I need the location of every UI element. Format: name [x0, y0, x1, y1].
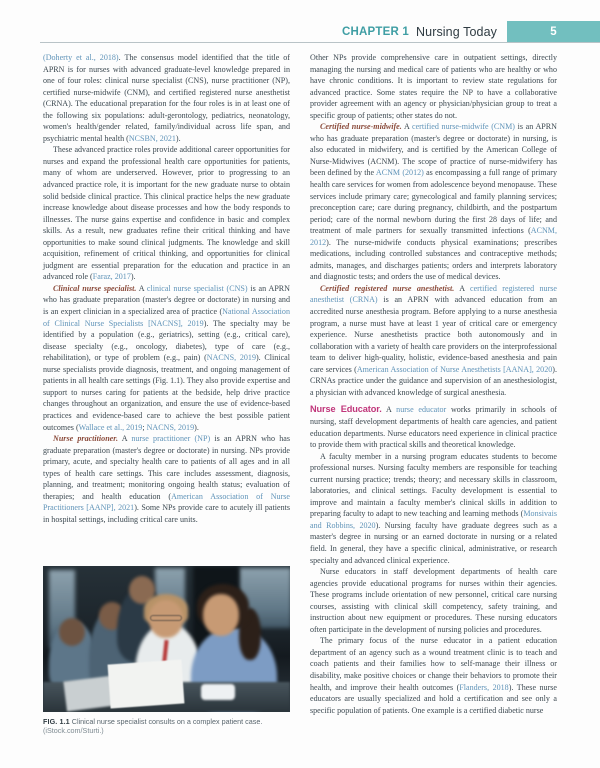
- runin-heading-cnm: Certified nurse-midwife.: [320, 122, 402, 132]
- cns-text-e: ;: [142, 422, 147, 432]
- paragraph-faculty: [310, 451, 557, 566]
- term-np: nurse practitioner (NP): [131, 434, 211, 444]
- paragraph-staff-development: Nurse educators in staff development departments of health care agencies provide educational programs for nurses within their agencies. These programs include orientation of new personnel, critical care nursing courses, assisting with clinical skill competency, safety training, and instruction about new equipment or procedures. These nursing educators often participate in the development of nursing policies and procedures.: [310, 567, 557, 634]
- paragraph-other-nps: Other NPs provide comprehensive care in outpatient settings, directly managing the nursing and medical care of patients who are healthy or who have chronic conditions. It is important to review state regulations for advanced practice. Some states require the NP to have a collaborative provider agreement with an agency or physician/physician group to treat a specific group of patients; other states do not.: [310, 53, 557, 120]
- figure-credit: (iStock.com/Sturti.): [43, 726, 104, 736]
- photo-sleeve-cuff: [201, 684, 235, 700]
- paragraph-cns: [43, 283, 290, 433]
- cnm-text-c: as encompassing a full range of primary health care services for women from adolescence beyond menopause. These services include primary care; gynecological and family planning services; preconception care; care during pregnancy, childbirth, and the postpartum period; care of the normal newborn during the first 28 days of life; and treatment of male partners for sexually transmitted infections (: [310, 168, 557, 236]
- cnm-text-d: ). The nurse-midwife conducts physical examinations; prescribes medications, including controlled substances and contraceptive methods; admits, manages, and discharges patients; orders and interprets laboratory and diagnostic tests; and orders the use of medical devices.: [310, 237, 557, 282]
- cns-text-f: ).: [194, 422, 199, 432]
- right-column: [310, 52, 557, 752]
- figure-photo: [43, 566, 290, 712]
- paragraph-doherty-end: ).: [175, 133, 181, 143]
- body-columns: [43, 52, 558, 752]
- term-nurse-educator: nurse educator: [396, 405, 447, 415]
- citation-acnm-2012b: ACNM, 2012: [310, 226, 557, 247]
- term-cns: clinical nurse specialist (CNS): [146, 283, 248, 293]
- term-cnm: certified nurse-midwife (CNM): [412, 122, 515, 132]
- header-rule: [40, 42, 600, 43]
- citation-nacns-full: National Association of Clinical Nurse Specialists [NACNS], 2019: [43, 307, 290, 328]
- cnm-text-b: is an APRN who has graduate preparation (master's degree or doctorate) in nursing, is also educated in midwifery, and is certified by the American College of Nurse-Midwives (ACNM). The scope of practice of nurse-midwifery has been defined by the: [310, 122, 557, 178]
- chapter-label: CHAPTER 1: [342, 26, 410, 38]
- figure-caption: [43, 717, 290, 736]
- term-crna: certified registered nurse anesthetist (CRNA): [310, 283, 557, 305]
- paragraph-advanced-practice-body: These advanced practice roles provide additional career opportunities for nurses and expand the professional health care opportunities for patients, many of whom are underserved. However, prior to progressing to an advanced practice role, it is important for the new graduate nurse to obtain solid bedside clinical practice. This clinical practice helps the new graduate increase knowledge about disease processes and how the body responds to illnesses. The nurse gains expertise and confidence in basic and complex skills. As a result, new graduates refine their critical thinking and have opportunities to make sound clinical judgments. The knowledge and skill acquisition, refinement of critical thinking, and opportunities for clinical judgment are essential preparation for the education and practice in an advanced role (: [43, 145, 290, 282]
- cns-text-d: ). Clinical nurse specialists provide diagnosis, treatment, and ongoing management of patients in all health care settings (Fig. 1.1). They also provide expertise and support to nurses caring for patients at the bedside, help drive practice changes throughout an organization, and ensure the use of evidence-based practices and evidence-based care to achieve the best possible patient outcomes (: [43, 353, 290, 432]
- paragraph-doherty: [43, 52, 290, 144]
- left-column: [43, 52, 290, 752]
- running-head-text: [342, 21, 507, 43]
- page-number: 5: [550, 26, 557, 38]
- paragraph-nurse-educator: [310, 404, 557, 450]
- crna-text-c: ). CRNAs practice under the guidance and supervision of an anesthesiologist, a physician with advanced knowledge of surgical anesthesia.: [310, 364, 557, 397]
- citation-faraz: Faraz, 2017: [92, 272, 131, 282]
- paragraph-advanced-practice-end: ).: [130, 272, 136, 282]
- citation-aanp: American Association of Nurse Practitioners [AANP], 2021: [43, 491, 290, 513]
- edu-text-b: works primarily in schools of nursing, staff development departments of health care agencies, and patient education departments. Nurse educators need experience in clinical practice to provide them with practical skills and theoretical knowledge.: [310, 405, 557, 450]
- paragraph-crna: [310, 283, 557, 398]
- paragraph-np: [43, 433, 290, 525]
- citation-aana: American Association of Nurse Anesthetists [AANA], 2020: [356, 364, 553, 374]
- cns-text-b: is an APRN who has graduate preparation (master's degree or doctorate) in nursing and is an expert clinician in a specialized area of practice (: [43, 283, 290, 317]
- photo-glasses: [150, 615, 182, 621]
- section-heading-nurse-educator: Nurse Educator.: [310, 404, 382, 415]
- citation-nacns-2019b: NACNS, 2019: [146, 422, 195, 432]
- figure-1-1: [43, 566, 290, 736]
- cns-text-c: ). The specialty may be identified by a population (e.g., geriatrics), setting (e.g., critical care), disease specialty (e.g., oncology, diabetes), type of care (e.g., rehabilitation), or type of problem (e.g., pain) (: [43, 318, 291, 363]
- citation-flanders: Flanders, 2018: [459, 682, 509, 692]
- paragraph-doherty-body: . The consensus model identified that the title of APRN is for nurses with advanced graduate-level knowledge prepared in one of four roles: clinical nurse specialist (CNS), nurse practitioner (NP), certified nurse-midwife (CNM), and certified registered nurse anesthetist (CRNA). The educational preparation for the four roles is in at least one of the following six populations: adult-gerontology, pediatrics, neonatology, women's health/gender related, family/individual across life span, and psychiatric mental health (: [43, 53, 290, 143]
- crna-text-a: A: [454, 283, 471, 293]
- citation-wallace: Wallace et al., 2019: [78, 422, 143, 432]
- citation-monsivais: Monsivais and Robbins, 2020: [310, 509, 557, 530]
- chapter-title: Nursing Today: [416, 25, 497, 39]
- citation-doherty: (Doherty et al., 2018): [43, 53, 119, 62]
- patient-edu-text-b: ). These nurse educators are usually specialized and hold a certification and see only a specific population of patients. One example is a certified diabetic nurse: [310, 682, 557, 715]
- np-text-c: ). Some NPs provide care to acutely ill patients in hospital settings, including critical care units.: [43, 503, 290, 524]
- runin-heading-crna: Certified registered nurse anesthetist.: [320, 283, 455, 293]
- citation-acnm-2012a: ACNM (2012): [375, 168, 424, 178]
- cnm-text-a: A: [401, 122, 412, 132]
- paragraph-advanced-practice: [43, 144, 290, 283]
- paragraph-patient-education: [310, 635, 557, 716]
- running-head: [40, 21, 600, 43]
- citation-ncsbn: NCSBN, 2021: [128, 133, 176, 143]
- runin-heading-cns: Clinical nurse specialist.: [53, 283, 137, 293]
- page-number-banner: [507, 21, 600, 43]
- photo-background-head-1: [59, 618, 85, 646]
- photo-nurse-head: [203, 594, 239, 636]
- cns-text-a: A: [136, 283, 147, 293]
- paragraph-cnm: [310, 121, 557, 283]
- figure-caption-text: Clinical nurse specialist consults on a complex patient case.: [71, 716, 263, 726]
- edu-text-a: A: [381, 405, 397, 415]
- np-text-a: A: [117, 434, 132, 444]
- faculty-text-b: ). Nursing faculty have graduate degrees such as a master's degree in nursing or an earned doctorate in nursing or a related field. In general, they have a specific clinical, administrative, or research specialty and advanced clinical experience.: [310, 520, 557, 565]
- citation-nacns-2019a: NACNS, 2019: [206, 353, 256, 363]
- patient-edu-text-a: The primary focus of the nurse educator in a patient education department of an agency such as a wound treatment clinic is to teach and coach patients and their families how to self-manage their illness or disability, make positive choices or change their behaviors to promote their health, and improve their health outcomes (: [310, 636, 557, 692]
- np-text-b: is an APRN who has graduate preparation (master's degree or doctorate) in nursing. NPs provide primary, acute, and specialty health care to patients of all ages and in all types of health care settings. This care includes assessment, diagnosis, planning, and treatment; monitoring ongoing health status; evaluation of therapies; and health education (: [43, 434, 290, 501]
- photo-document: [108, 659, 185, 708]
- faculty-text-a: A faculty member in a nursing program educates students to become professional nurses. Nursing faculty members are responsible for teaching current nursing practice; trends; theory; and necessary skills in classroom, laboratories, and clinical settings. Faculty development is essential to improve and maintain a faculty member's clinical skills in addition to preparing faculty to adapt to new teaching and learning methods (: [310, 451, 557, 519]
- figure-number: FIG. 1.1: [43, 716, 70, 726]
- runin-heading-np: Nurse practitioner.: [53, 434, 118, 444]
- crna-text-b: is an APRN with advanced education from an accredited nurse anesthesia program. Before applying to a nurse anesthesia program, a nurse must have at least 1 year of critical care or emergency experience. Nurse anesthetists practice both autonomously and in collaboration with a variety of health care providers on the interprofessional team to deliver high-quality, holistic, evidence-based anesthesia and pain care services (: [310, 295, 557, 374]
